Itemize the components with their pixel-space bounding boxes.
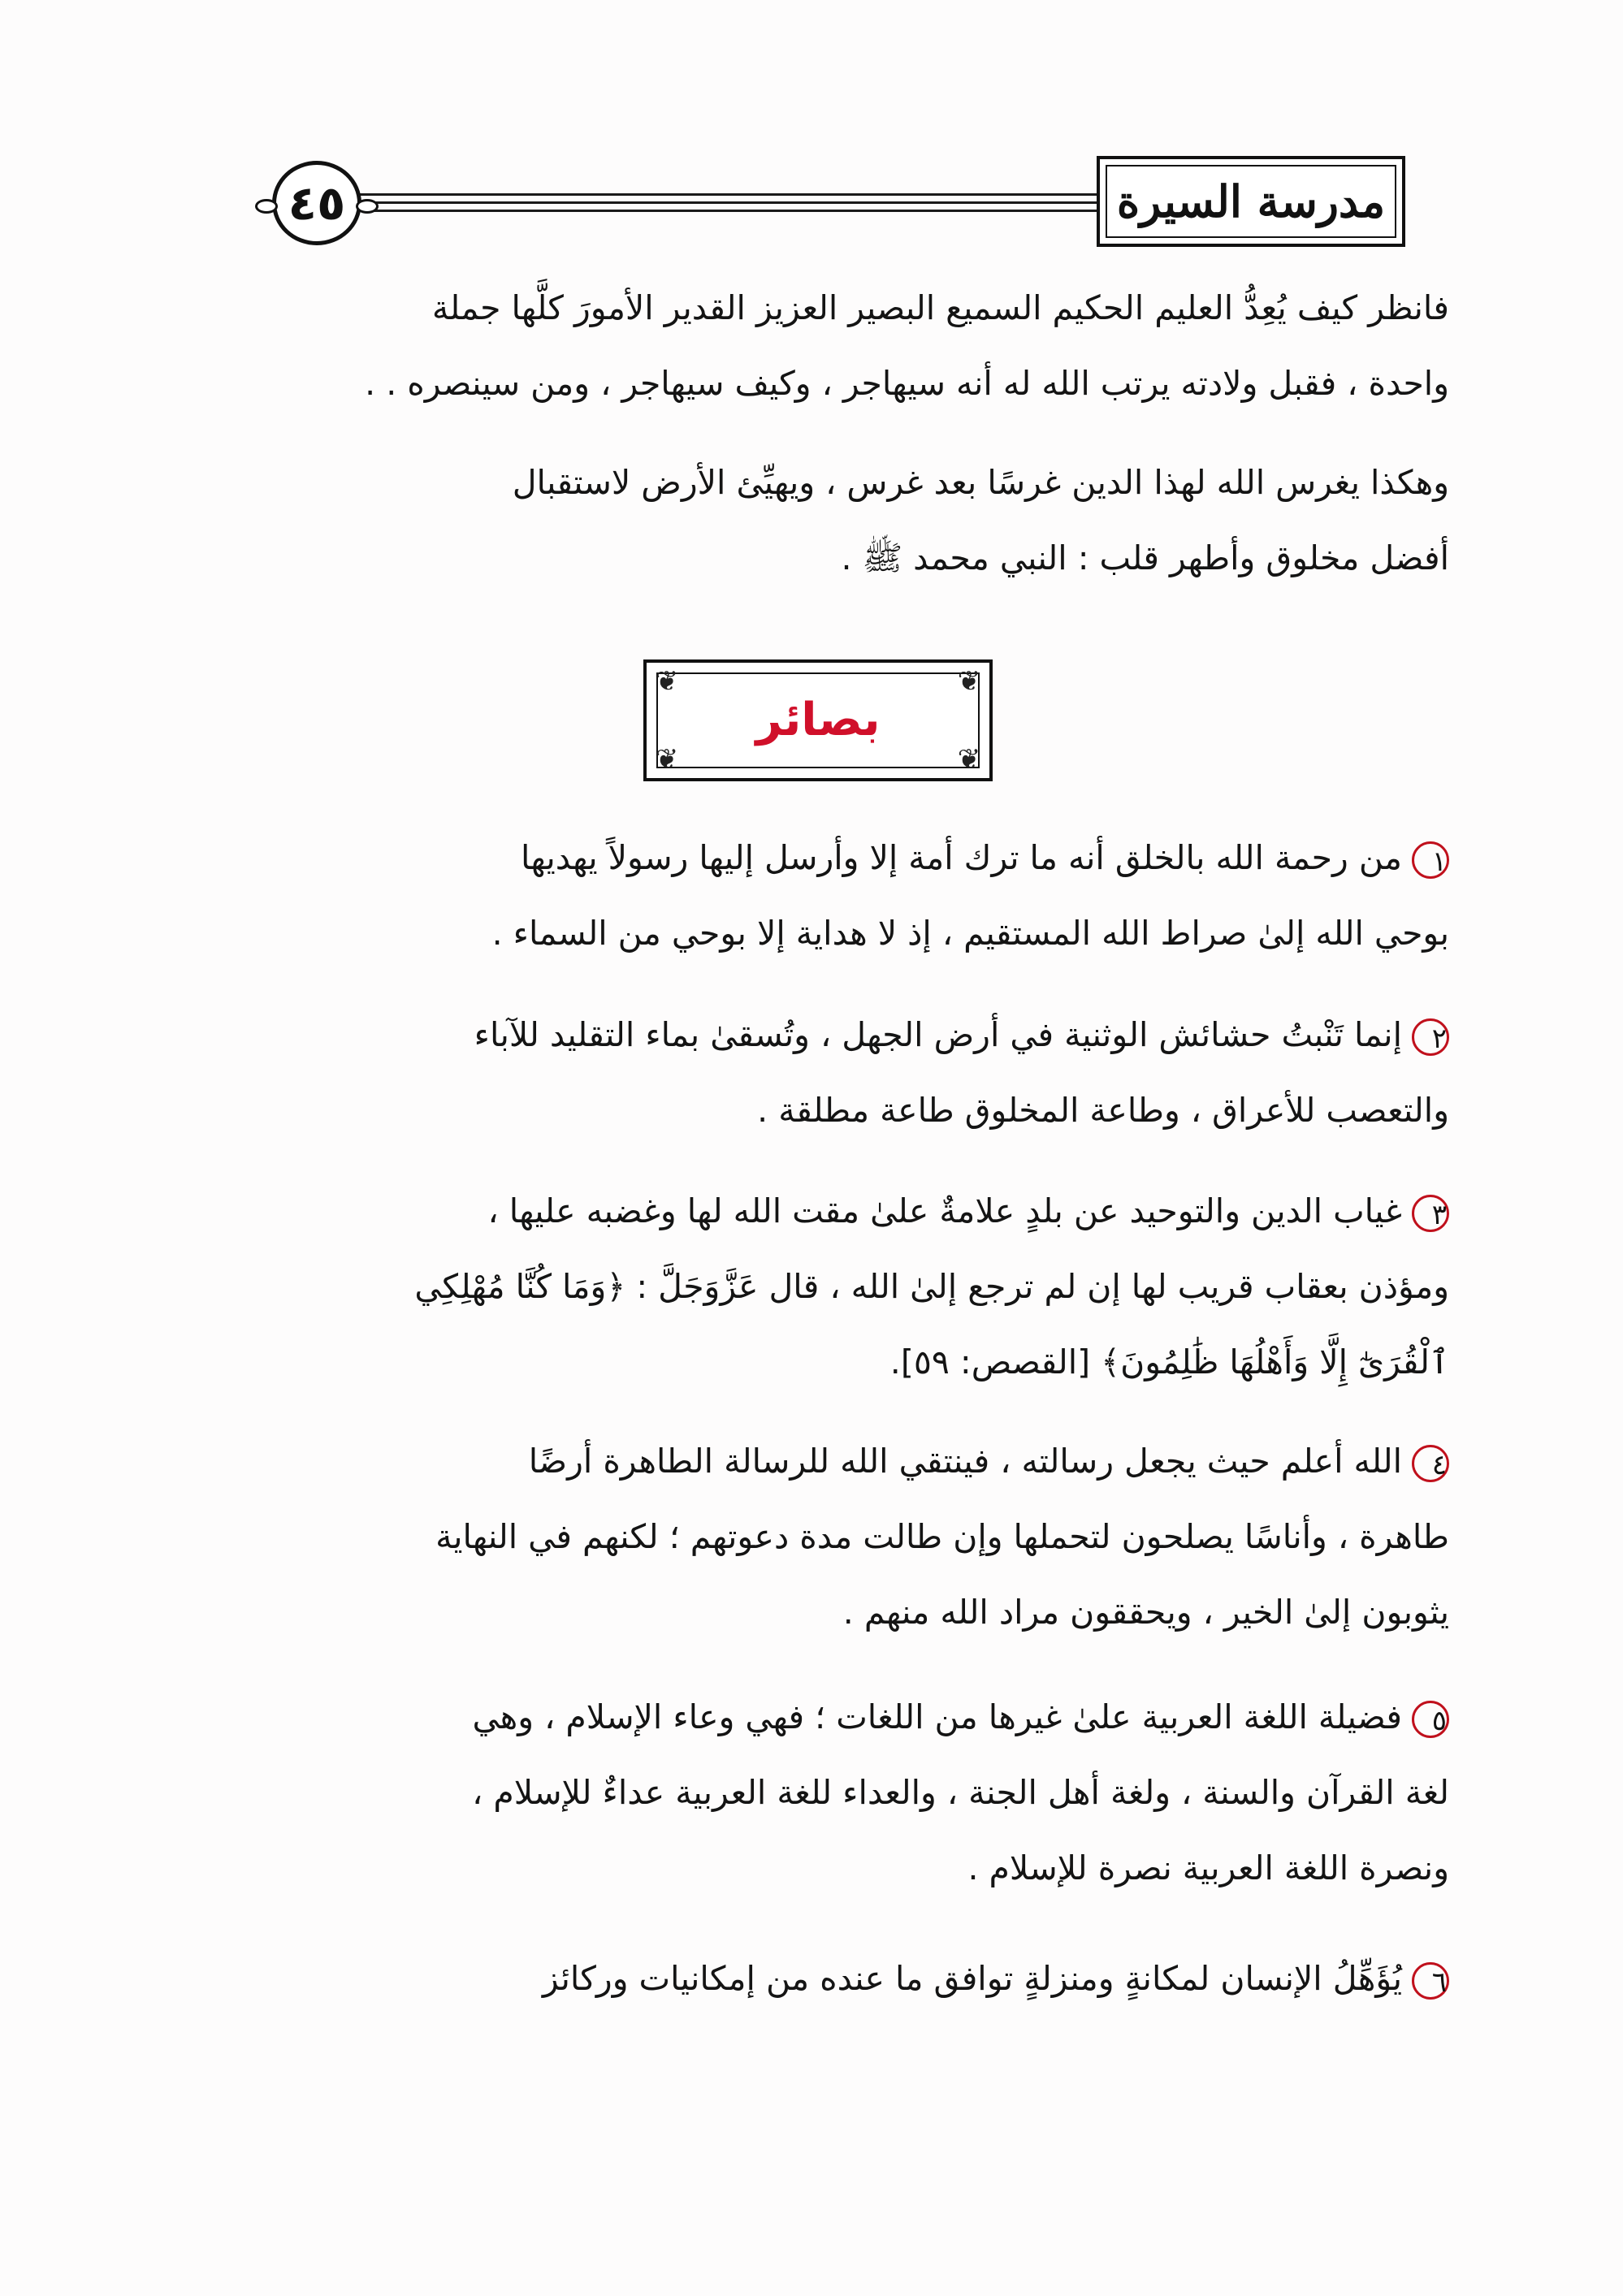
page-number: ٤٥ — [272, 161, 361, 245]
ornament-icon: ❦ — [957, 665, 981, 698]
ornament-icon: ❦ — [957, 743, 981, 776]
book-title-frame — [1097, 156, 1405, 247]
text-line: أفضل مخلوق وأطهر قلب : النبي محمد ﷺ . — [841, 538, 1449, 577]
text-line: والتعصب للأعراق ، وطاعة المخلوق طاعة مطلقة . — [757, 1091, 1449, 1130]
item-number: ١ — [1412, 841, 1449, 879]
text-line: يُؤَهِّلُ الإنسان لمكانةٍ ومنزلةٍ توافق ما عنده من إمكانيات وركائز — [542, 1959, 1402, 1998]
ornament-icon: ❦ — [655, 665, 679, 698]
text-line: لغة القرآن والسنة ، ولغة أهل الجنة ، والعداء للغة العربية عداءٌ للإسلام ، — [472, 1773, 1449, 1812]
list-item-2 — [237, 997, 1449, 1148]
section-title: بصائر — [755, 694, 881, 746]
list-item-5 — [237, 1680, 1449, 1906]
page-header — [236, 154, 1405, 252]
list-item-3 — [237, 1174, 1449, 1400]
ornament-icon: ❦ — [655, 743, 679, 776]
list-item-4 — [237, 1424, 1449, 1650]
item-number: ٦ — [1412, 1962, 1449, 2000]
text-line: فضيلة اللغة العربية علىٰ غيرها من اللغات ؛ فهي وعاء الإسلام ، وهي — [472, 1697, 1402, 1736]
text-line: واحدة ، فقبل ولادته يرتب الله له أنه سيهاجر ، وكيف سيهاجر ، ومن سينصره . . — [365, 364, 1449, 403]
section-heading-frame — [643, 659, 993, 781]
quran-verse-line: ٱلْقُرَىٰٓ إِلَّا وَأَهْلُهَا ظَٰلِمُونَ﴾ [القصص: ٥٩]. — [889, 1343, 1449, 1381]
item-number: ٢ — [1412, 1018, 1449, 1056]
list-item-6 — [237, 1941, 1449, 2017]
text-line: غياب الدين والتوحيد عن بلدٍ علامةٌ علىٰ مقت الله لها وغضبه عليها ، — [487, 1191, 1402, 1230]
text-line: الله أعلم حيث يجعل رسالته ، فينتقي الله للرسالة الطاهرة أرضًا — [528, 1442, 1402, 1481]
text-line: بوحي الله إلىٰ صراط الله المستقيم ، إذ لا هداية إلا بوحي من السماء . — [491, 914, 1449, 953]
text-line: إنما تَنْبتُ حشائش الوثنية في أرض الجهل ، وتُسقىٰ بماء التقليد للآباء — [474, 1015, 1402, 1054]
list-item-1 — [237, 820, 1449, 971]
text-line: ونصرة اللغة العربية نصرة للإسلام . — [967, 1848, 1449, 1887]
intro-paragraph-2 — [237, 445, 1449, 596]
header-rule — [357, 193, 1097, 213]
text-line: طاهرة ، وأناسًا يصلحون لتحملها وإن طالت مدة دعوتهم ؛ لكنهم في النهاية — [435, 1517, 1449, 1556]
intro-paragraph-1 — [237, 270, 1449, 422]
item-number: ٣ — [1412, 1195, 1449, 1232]
book-title: مدرسة السيرة — [1116, 175, 1386, 227]
text-line: فانظر كيف يُعِدُّ العليم الحكيم السميع البصير العزيز القدير الأمورَ كلَّها جملة — [431, 288, 1449, 327]
text-line: من رحمة الله بالخلق أنه ما ترك أمة إلا وأرسل إليها رسولاً يهديها — [520, 838, 1402, 877]
item-number: ٤ — [1412, 1445, 1449, 1482]
item-number: ٥ — [1412, 1701, 1449, 1738]
text-line: يثوبون إلىٰ الخير ، ويحققون مراد الله منهم . — [842, 1593, 1449, 1632]
text-line: ومؤذن بعقاب قريب لها إن لم ترجع إلىٰ الله ، قال عَزَّوَجَلَّ : ﴿وَمَا كُنَّا مُهْلِكِي — [414, 1267, 1449, 1306]
text-line: وهكذا يغرس الله لهذا الدين غرسًا بعد غرس ، ويهيِّئ الأرض لاستقبال — [512, 463, 1449, 502]
